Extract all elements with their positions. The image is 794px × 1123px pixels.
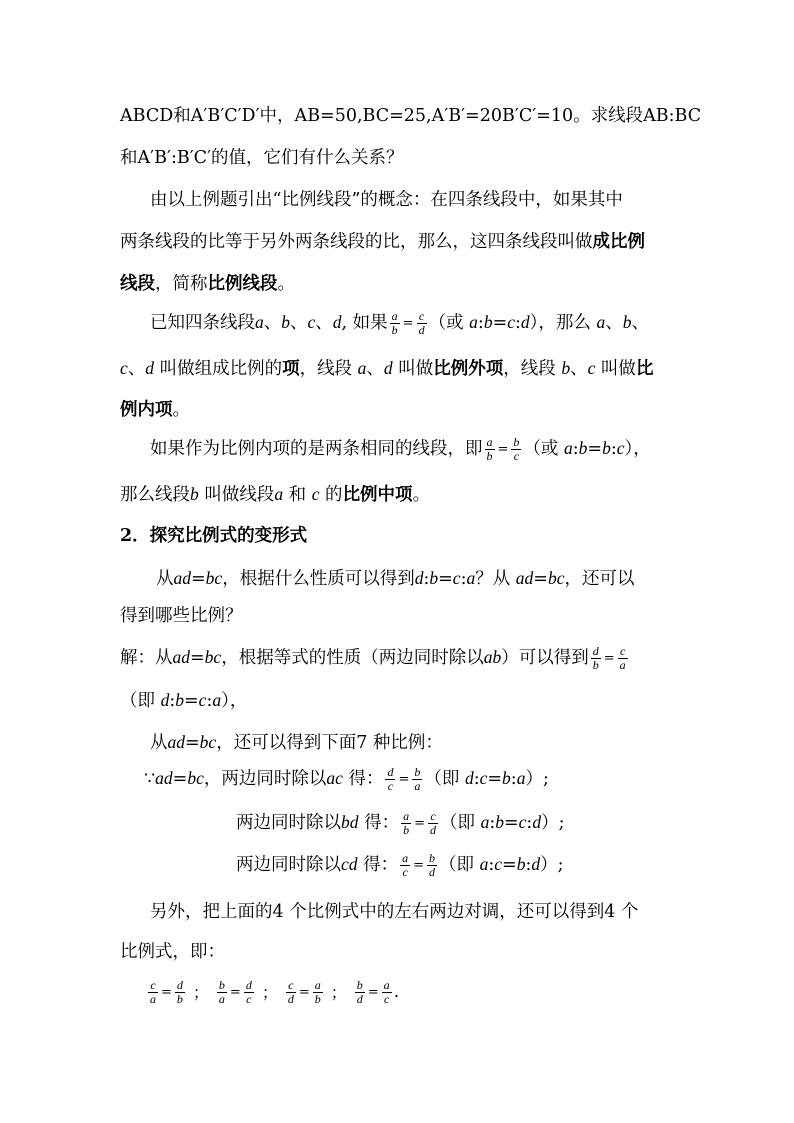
text-span: 另外，把上面的 <box>150 902 273 922</box>
numerator: a <box>486 435 493 449</box>
denominator: c <box>513 449 520 463</box>
text-span: ABCD和A′B′C′D′中，AB=50,BC=25,A′B′=20B′C′=10。求线段AB:BC <box>120 106 702 126</box>
text-span: ）; <box>525 769 549 789</box>
var: ad <box>167 732 185 752</box>
text-span: 比例式，即： <box>120 942 225 962</box>
term-bold: 成比例 <box>592 232 645 252</box>
text-span: = <box>502 855 517 875</box>
text-span: ），那么 <box>529 313 597 333</box>
text-span: : <box>526 813 533 833</box>
text-span: 那么线段 <box>120 485 190 505</box>
numerator: b <box>356 978 363 992</box>
numerator: b <box>429 851 436 865</box>
text-span: ，根据什么性质可以得到 <box>222 569 415 589</box>
text-span: 已知四条线段 <box>150 313 255 333</box>
denominator: d <box>356 992 363 1006</box>
denominator: b <box>403 823 410 837</box>
denominator: c <box>384 992 390 1006</box>
equals-sign: = <box>367 984 379 1000</box>
var: b <box>190 484 199 504</box>
var: b <box>281 312 290 332</box>
text-line-6 <box>150 308 649 338</box>
separator: ； <box>261 982 278 1002</box>
text-line-19 <box>150 898 638 926</box>
fraction-mean-left <box>485 436 495 463</box>
numerator: a <box>383 978 390 992</box>
equals-sign: = <box>413 857 425 873</box>
denominator: a <box>619 658 626 672</box>
text-line-14 <box>120 686 247 715</box>
text-span: （即 <box>439 813 481 833</box>
equals-sign: = <box>603 650 615 666</box>
text-line-11 <box>156 564 635 593</box>
numerator: d <box>245 978 252 992</box>
denominator: d <box>287 992 294 1006</box>
var: d <box>145 358 155 378</box>
var: a <box>516 768 526 788</box>
term-bold: 比例中项 <box>342 485 413 505</box>
text-span: ，线段 <box>503 359 562 379</box>
text-span: （即 <box>439 855 480 875</box>
text-span: : <box>572 439 579 459</box>
denominator: d <box>429 823 436 837</box>
fraction-g3-right <box>313 979 323 1006</box>
var: b <box>622 312 632 332</box>
text-span: , 如果 <box>341 313 388 333</box>
text-line-2 <box>120 144 404 172</box>
var: c <box>507 312 516 332</box>
text-span: ，线段 <box>299 359 358 379</box>
text-span: （即 <box>120 691 161 711</box>
numerator: a <box>403 809 410 823</box>
text-line-10 <box>120 480 430 509</box>
text-span: = <box>492 313 508 333</box>
var: bc <box>204 647 222 667</box>
var: c <box>494 854 503 874</box>
var: c <box>198 690 207 710</box>
text-span: 得到哪些比例？ <box>120 606 243 626</box>
text-span: 从 <box>156 569 174 589</box>
text-span: = <box>487 769 503 789</box>
text-span: : <box>525 855 532 875</box>
text-span: ）; <box>540 855 564 875</box>
equals-sign: = <box>229 984 241 1000</box>
equals-sign: = <box>398 771 410 787</box>
section-heading <box>120 522 307 550</box>
denominator: b <box>314 992 321 1006</box>
numerator: c <box>428 810 438 824</box>
var: cd <box>341 854 358 874</box>
text-span: 叫做组成比例的 <box>154 359 283 379</box>
text-span: = <box>191 569 206 589</box>
denominator: b <box>391 323 398 337</box>
var: bc <box>199 732 217 752</box>
text-span: : <box>473 769 480 789</box>
text-span: 得： <box>358 813 400 833</box>
fraction-g1-right <box>175 979 185 1006</box>
fraction-g1-left <box>148 979 158 1006</box>
text-span: 两边同时除以 <box>236 855 341 875</box>
var: d <box>531 854 541 874</box>
term-bold: 项 <box>282 359 300 379</box>
text-line-8 <box>120 396 190 424</box>
text-span: 。 <box>412 485 431 505</box>
text-span: 和A′B′:B′C′的值，它们有什么关系？ <box>120 148 404 168</box>
text-span: 4 <box>272 902 284 922</box>
var: b <box>483 312 493 332</box>
text-span: 得： <box>342 769 384 789</box>
separator: ； <box>192 982 209 1002</box>
fraction-g4-left <box>355 979 365 1006</box>
text-span: : <box>489 813 496 833</box>
term-bold: 比例外项 <box>433 359 504 379</box>
equals-sign: = <box>161 984 172 1000</box>
var: d <box>520 312 530 332</box>
equals-sign: = <box>402 315 414 331</box>
text-span: （即 <box>424 769 465 789</box>
text-line-7 <box>120 354 653 383</box>
var: a <box>563 438 573 458</box>
fraction-f1-left <box>385 766 395 793</box>
var: b <box>561 358 571 378</box>
var: b <box>578 438 588 458</box>
var: c <box>479 768 488 788</box>
fraction-f3-right <box>427 852 437 879</box>
numerator: c <box>417 310 427 324</box>
var: c <box>518 812 527 832</box>
var: d <box>332 312 342 332</box>
text-span: ）， <box>221 691 248 711</box>
fraction-f2-left <box>401 810 411 837</box>
text-span: 、 <box>605 313 623 333</box>
denominator: a <box>218 992 225 1006</box>
var: a <box>357 358 367 378</box>
numerator: d <box>592 644 599 658</box>
text-span: 个 <box>615 902 639 922</box>
text-span: ）可以得到 <box>501 648 589 668</box>
text-span: 得： <box>357 855 399 875</box>
text-span: 如果作为比例内项的是两条相同的线段，即 <box>150 439 483 459</box>
text-span: : <box>477 313 484 333</box>
text-line-3 <box>150 186 623 214</box>
denominator: c <box>387 779 394 793</box>
equals-sign: = <box>497 441 509 457</box>
text-span: : <box>610 439 617 459</box>
text-line-20 <box>120 938 225 966</box>
var: ad <box>172 647 190 667</box>
equals-sign: = <box>414 815 425 831</box>
text-span: = <box>438 569 453 589</box>
denominator: b <box>176 992 183 1006</box>
numerator: b <box>414 765 421 779</box>
var: ad <box>515 568 534 588</box>
text-line-15 <box>150 728 443 757</box>
var: ad <box>155 768 173 788</box>
var: c <box>311 484 320 504</box>
var: a <box>212 690 222 710</box>
text-span: = <box>533 569 548 589</box>
fraction-g3-left <box>286 979 296 1006</box>
denominator: d <box>429 865 436 879</box>
var: c <box>120 358 128 378</box>
fraction-g4-right <box>382 979 392 1006</box>
text-span: : <box>423 569 430 589</box>
text-span: : <box>515 313 521 333</box>
var: b <box>175 690 184 710</box>
text-span: 4 <box>604 902 616 922</box>
var: b <box>429 568 439 588</box>
text-span: 解：从 <box>120 648 173 668</box>
text-span: 的 <box>319 485 343 505</box>
text-span: （或 <box>428 313 470 333</box>
text-line-5 <box>120 270 295 298</box>
text-line-4 <box>120 228 645 256</box>
term-bold: 比例线段 <box>207 274 278 294</box>
text-span: 两条线段的比等于另外两条线段的比，那么，这四条线段叫做 <box>120 232 593 252</box>
var: bc <box>205 568 223 588</box>
var: d <box>414 568 424 588</box>
numerator: d <box>387 765 394 779</box>
text-span: : <box>206 691 213 711</box>
text-span: 7 <box>356 733 368 753</box>
text-span: ）; <box>541 813 565 833</box>
fraction-sol-right <box>618 645 628 672</box>
var: a <box>255 312 264 332</box>
var: d <box>160 690 170 710</box>
text-span: 由以上例题引出“比例线段”的概念：在四条线段中，如果其中 <box>150 190 623 210</box>
denominator: a <box>150 992 156 1006</box>
var: ad <box>173 568 191 588</box>
text-line-9 <box>150 434 651 464</box>
text-span: 和 <box>283 485 312 505</box>
denominator: a <box>414 779 421 793</box>
text-line-18 <box>236 850 564 880</box>
because-symbol: ∵ <box>144 769 156 789</box>
var: d <box>383 358 393 378</box>
var: bc <box>547 568 565 588</box>
text-span: （或 <box>523 439 564 459</box>
text-span: 个比例式中的左右两边对调，还可以得到 <box>283 902 605 922</box>
term-bold: 例内项 <box>120 400 173 420</box>
text-span: : <box>169 691 176 711</box>
numerator: a <box>314 978 321 992</box>
fraction-mean-right <box>511 436 521 463</box>
text-span: ，还可以 <box>564 569 635 589</box>
var: c <box>587 358 596 378</box>
text-span: = <box>183 691 199 711</box>
var: a <box>479 854 489 874</box>
text-span: 、 <box>631 313 649 333</box>
text-line-17 <box>236 808 564 838</box>
numerator: c <box>148 979 158 993</box>
text-span: 、 <box>263 313 282 333</box>
text-span: : <box>510 769 517 789</box>
text-line-16 <box>144 764 549 794</box>
fraction-g2-left <box>217 979 227 1006</box>
fraction-f1-right <box>412 766 422 793</box>
denominator: c <box>402 865 408 879</box>
numerator: a <box>402 851 409 865</box>
numerator: c <box>286 979 296 993</box>
fraction-sol-left <box>591 645 601 672</box>
fraction-f3-left <box>400 852 410 879</box>
denominator: b <box>592 658 599 672</box>
numerator: d <box>176 978 183 992</box>
text-span: ，简称 <box>155 274 208 294</box>
heading-text: 2．探究比例式的变形式 <box>120 526 308 546</box>
text-span: 、 <box>570 359 588 379</box>
text-span: 。 <box>172 400 190 420</box>
var: a <box>466 568 476 588</box>
text-span: = <box>503 813 519 833</box>
denominator: c <box>246 992 252 1006</box>
denominator: b <box>486 449 493 463</box>
var: b <box>502 768 511 788</box>
var: bc <box>187 768 204 788</box>
text-span: = <box>190 648 205 668</box>
text-line-1 <box>120 102 701 130</box>
text-span: ，两边同时除以 <box>203 769 327 789</box>
text-line-13 <box>120 643 630 673</box>
separator: ； <box>330 982 347 1002</box>
text-span: 、 <box>315 313 333 333</box>
text-line-21 <box>146 978 399 1007</box>
text-span: 叫做线段 <box>198 485 275 505</box>
var: b <box>516 854 526 874</box>
var: a <box>274 484 284 504</box>
fraction-g2-right <box>244 979 254 1006</box>
var: c <box>452 568 461 588</box>
fraction-f2-right <box>428 810 438 837</box>
text-span: 两边同时除以 <box>236 813 341 833</box>
text-span: ，根据等式的性质（两边同时除以 <box>221 648 484 668</box>
text-span: = <box>172 769 188 789</box>
var: ac <box>326 768 343 788</box>
denominator: d <box>418 323 425 337</box>
text-span: 、 <box>127 359 146 379</box>
text-span: 。 <box>277 274 295 294</box>
numerator: a <box>391 309 398 323</box>
var: ab <box>483 647 502 667</box>
text-span: 从 <box>150 733 168 753</box>
text-span: ，还可以得到下面 <box>216 733 357 753</box>
numerator: b <box>513 435 520 449</box>
text-span: 、 <box>366 359 384 379</box>
fraction-def-left <box>390 310 400 337</box>
fraction-def-right <box>417 310 427 337</box>
var: d <box>532 812 542 832</box>
text-span: : <box>460 569 467 589</box>
text-span: = <box>185 733 200 753</box>
numerator: c <box>618 645 628 659</box>
term-bold: 线段 <box>120 274 155 294</box>
text-span: ？从 <box>475 569 516 589</box>
var: c <box>307 312 316 332</box>
text-span: 种比例： <box>367 733 443 753</box>
var: b <box>495 812 504 832</box>
text-span: ）， <box>624 439 651 459</box>
var: c <box>616 438 625 458</box>
text-line-12 <box>120 602 243 630</box>
var: a <box>596 312 606 332</box>
numerator: b <box>218 978 225 992</box>
var: a <box>469 312 478 332</box>
var: b <box>602 438 611 458</box>
text-span: 叫做 <box>595 359 636 379</box>
var: bd <box>341 812 359 832</box>
text-span: : <box>488 855 495 875</box>
text-span: 、 <box>290 313 308 333</box>
term-bold: 比 <box>635 359 654 379</box>
text-span: 叫做 <box>392 359 434 379</box>
text-span: = <box>587 439 603 459</box>
equals-sign: = <box>298 984 310 1000</box>
var: a <box>480 812 490 832</box>
text-span: . <box>393 982 400 1002</box>
var: d <box>464 768 474 788</box>
